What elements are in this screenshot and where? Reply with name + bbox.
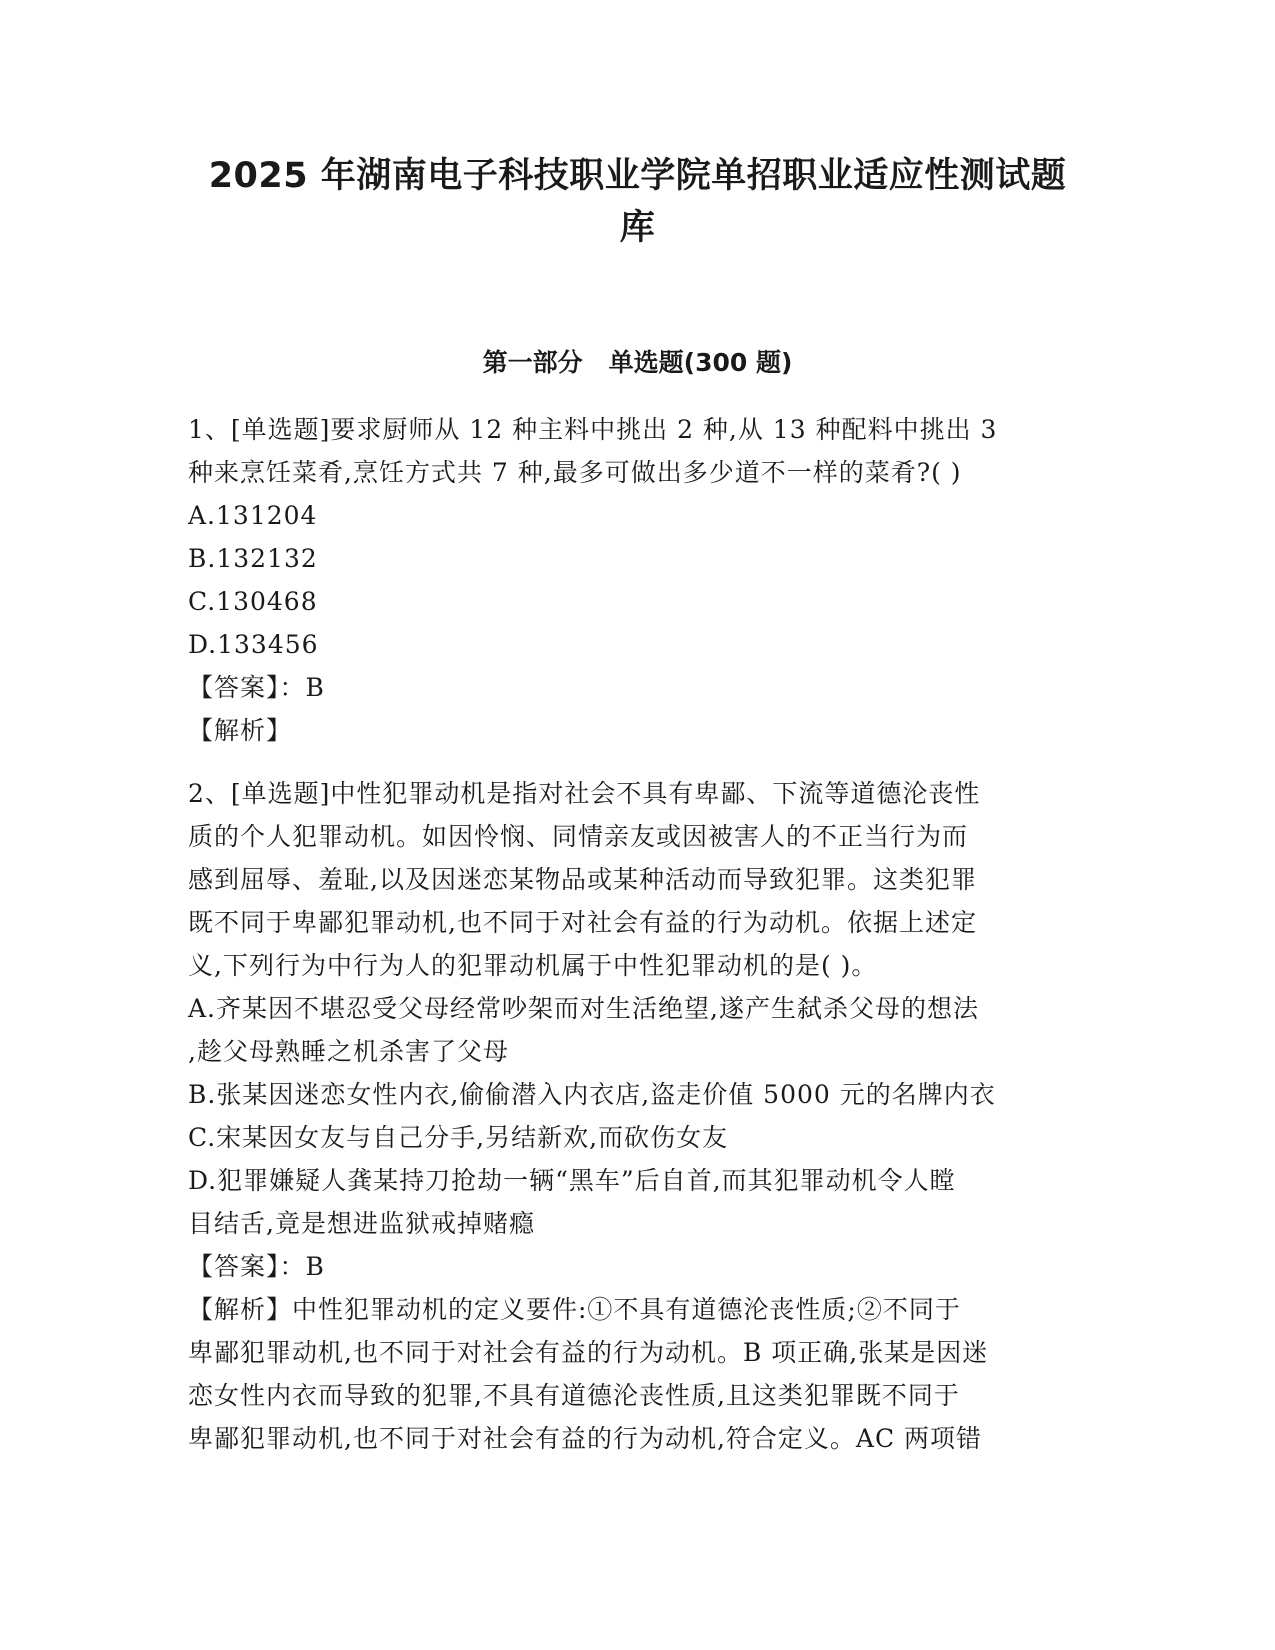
analysis-line: 卑鄙犯罪动机,也不同于对社会有益的行为动机。B 项正确,张某是因迷 (188, 1338, 989, 1367)
section-heading: 第一部分 单选题(300 题) (482, 348, 793, 377)
option-b: B.132132 (188, 544, 318, 573)
question-stem-line: 1、[单选题]要求厨师从 12 种主料中挑出 2 种,从 13 种配料中挑出 3 (188, 415, 998, 444)
analysis-line: 【解析】中性犯罪动机的定义要件:①不具有道德沦丧性质;②不同于 (188, 1295, 961, 1324)
document-title-line: 2025 年湖南电子科技职业学院单招职业适应性测试题 (208, 156, 1067, 196)
question-options (188, 494, 1088, 666)
analysis (188, 709, 1088, 752)
document-title (150, 150, 1125, 254)
analysis (188, 1288, 1088, 1460)
question-stem-line: 种来烹饪菜肴,烹饪方式共 7 种,最多可做出多少道不一样的菜肴?( ) (188, 458, 962, 487)
answer-line: 【答案】：B (188, 1252, 325, 1281)
question-stem (188, 772, 1088, 987)
option-a: A.齐某因不堪忍受父母经常吵架而对生活绝望,遂产生弑杀父母的想法 (188, 994, 979, 1023)
question-item (188, 408, 1088, 752)
question-item (188, 772, 1088, 1460)
question-stem (188, 408, 1088, 494)
option-a: A.131204 (188, 501, 318, 530)
question-stem-line: 感到屈辱、羞耻,以及因迷恋某物品或某种活动而导致犯罪。这类犯罪 (188, 865, 977, 894)
answer-line: 【答案】：B (188, 673, 325, 702)
question-options (188, 987, 1088, 1245)
option-d: D.133456 (188, 630, 319, 659)
option-d: D.犯罪嫌疑人龚某持刀抢劫一辆“黑车”后自首,而其犯罪动机令人瞠 (188, 1166, 956, 1195)
option-d-continued: 目结舌,竟是想进监狱戒掉赌瘾 (188, 1209, 535, 1238)
analysis-line: 卑鄙犯罪动机,也不同于对社会有益的行为动机,符合定义。AC 两项错 (188, 1424, 983, 1453)
question-stem-line: 义,下列行为中行为人的犯罪动机属于中性犯罪动机的是( )。 (188, 951, 878, 980)
question-stem-line: 2、[单选题]中性犯罪动机是指对社会不具有卑鄙、下流等道德沦丧性 (188, 779, 981, 808)
option-a-continued: ,趁父母熟睡之机杀害了父母 (188, 1037, 509, 1066)
question-stem-line: 既不同于卑鄙犯罪动机,也不同于对社会有益的行为动机。依据上述定 (188, 908, 977, 937)
analysis-line: 【解析】 (188, 716, 293, 745)
option-b: B.张某因迷恋女性内衣,偷偷潜入内衣店,盗走价值 5000 元的名牌内衣 (188, 1080, 996, 1109)
analysis-line: 恋女性内衣而导致的犯罪,不具有道德沦丧性质,且这类犯罪既不同于 (188, 1381, 960, 1410)
option-c: C.宋某因女友与自己分手,另结新欢,而砍伤女友 (188, 1123, 729, 1152)
document-title-line: 库 (619, 208, 656, 248)
question-stem-line: 质的个人犯罪动机。如因怜悯、同情亲友或因被害人的不正当行为而 (188, 822, 969, 851)
option-c: C.130468 (188, 587, 318, 616)
